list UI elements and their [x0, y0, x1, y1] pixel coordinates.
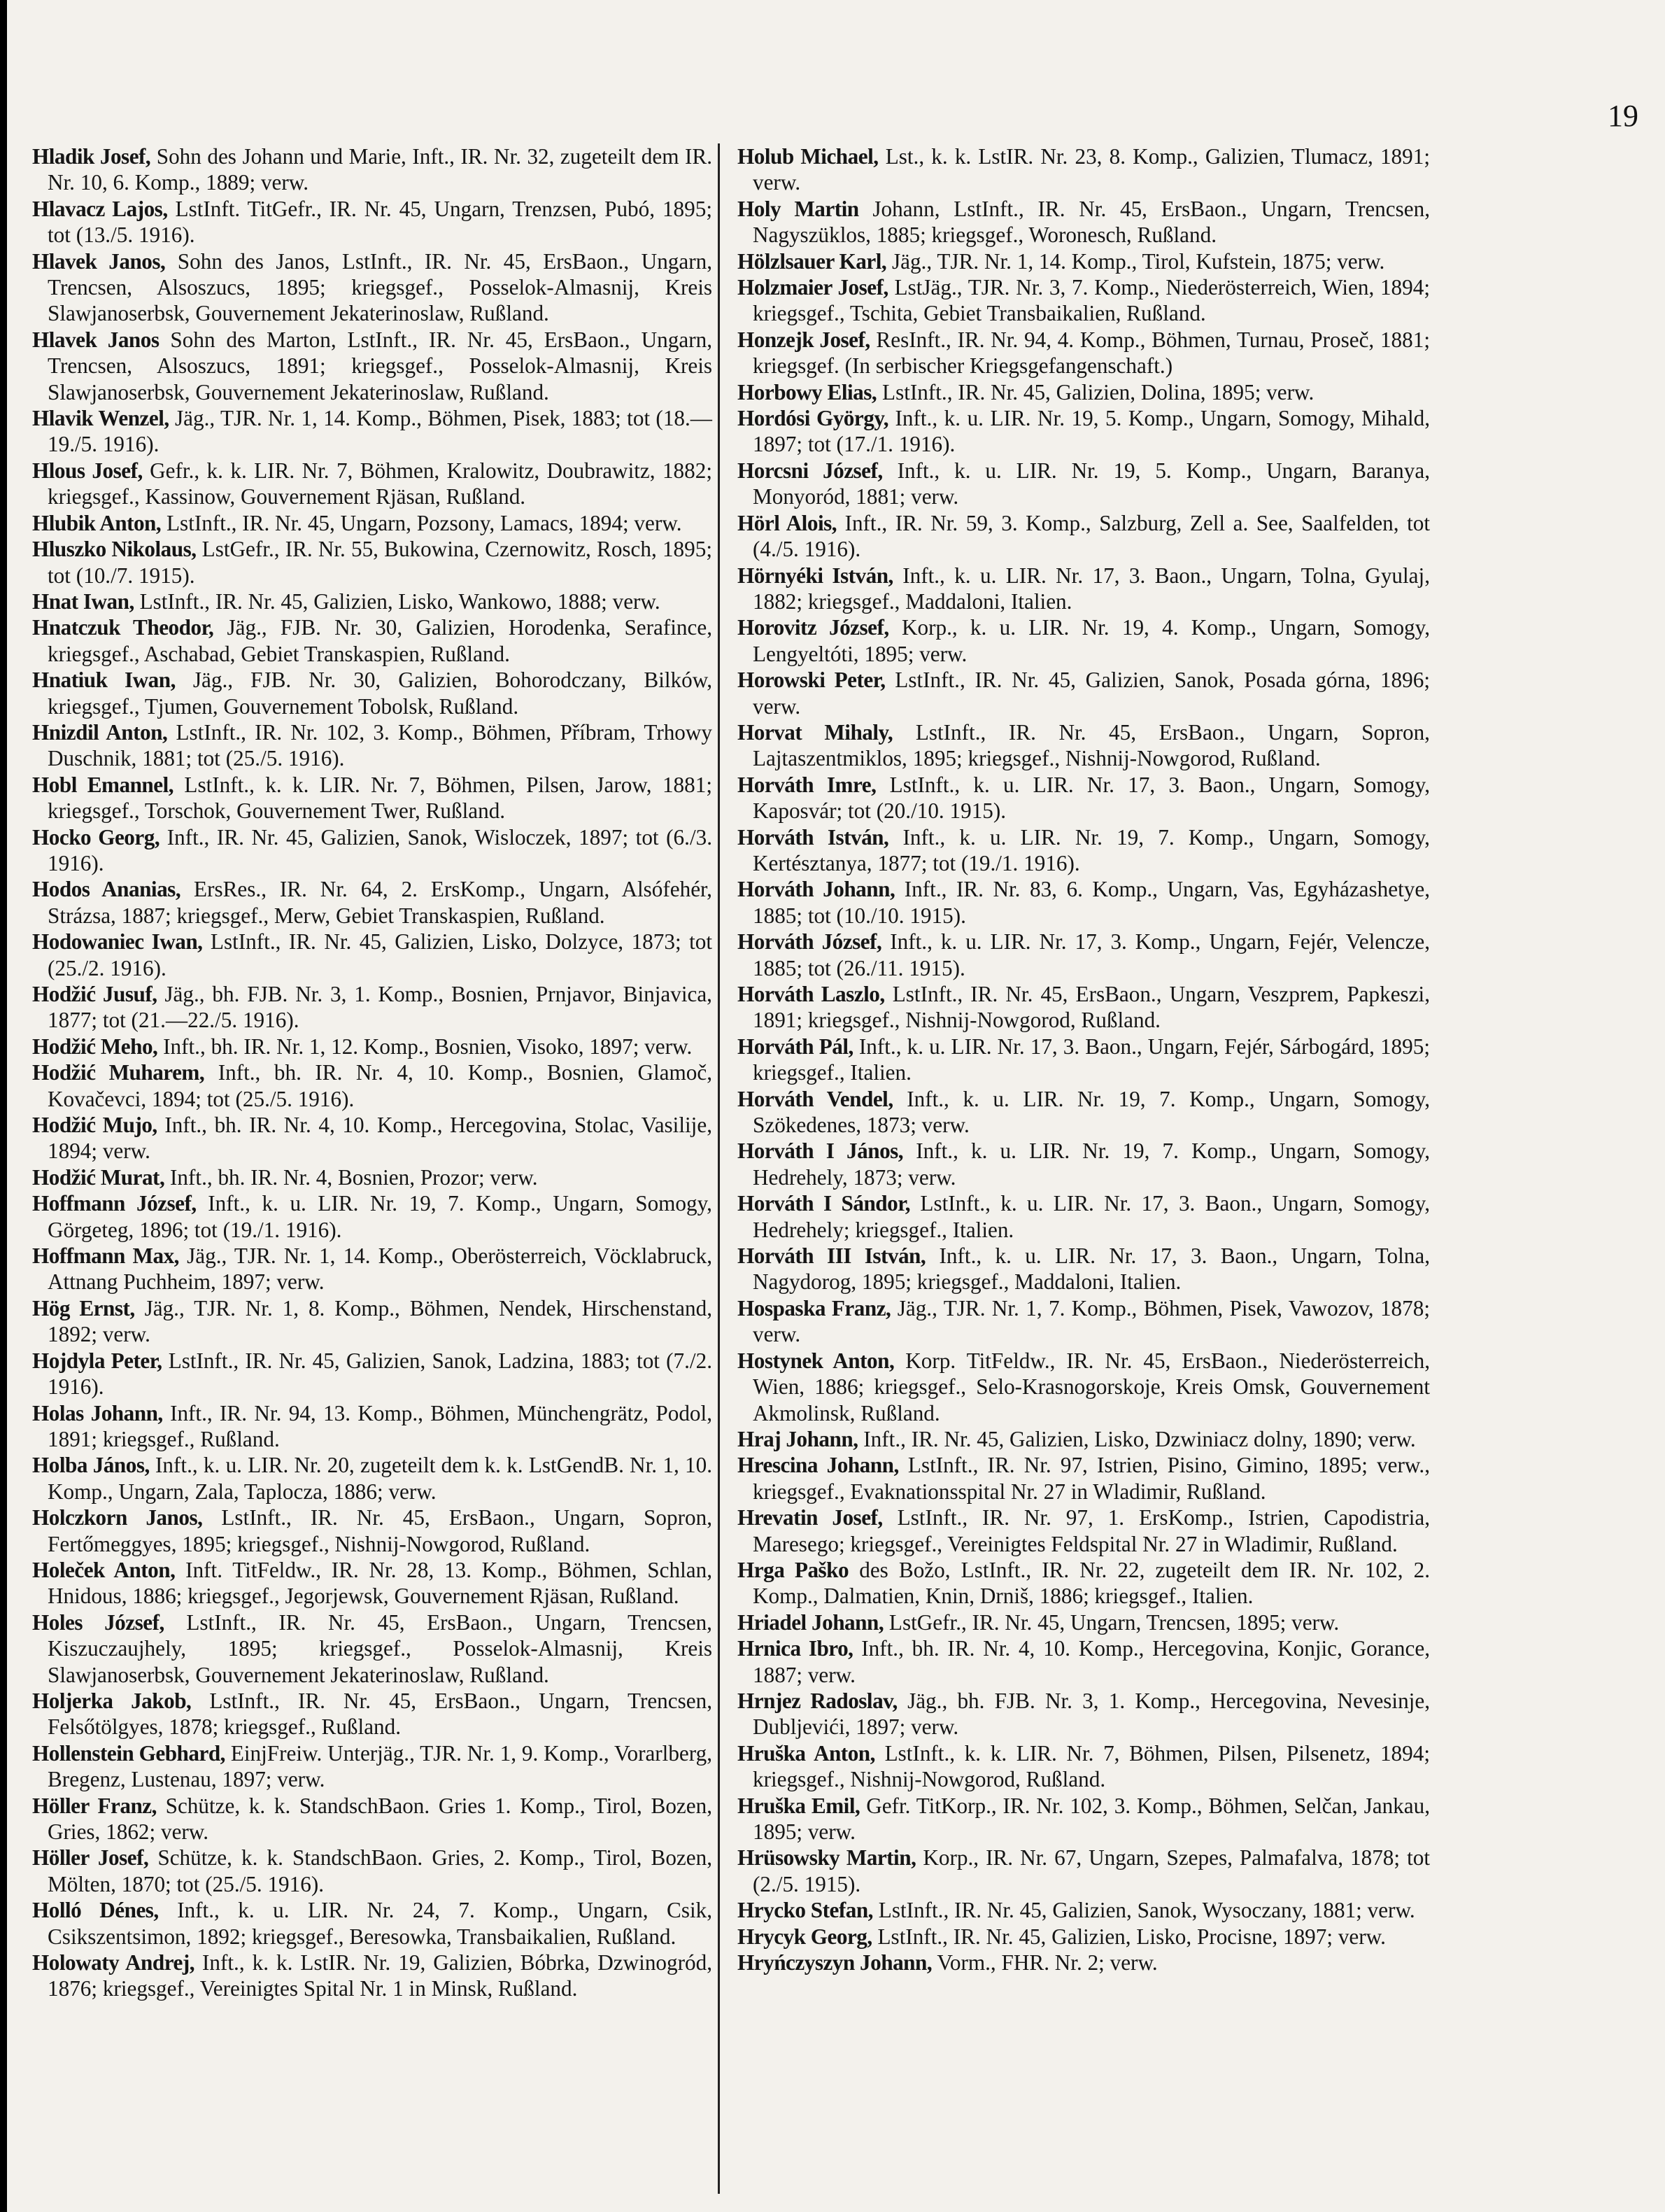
- entry-details: LstInft., k. k. LIR. Nr. 7, Böhmen, Pilsen, Pilsenetz, 1894; kriegsgef., Nishnij-Nowgorod, Rußland.: [753, 1740, 1430, 1792]
- entry-name: Holjerka Jakob,: [32, 1688, 192, 1713]
- list-entry: [32, 1452, 712, 1505]
- entry-name: Hlavek Janos: [32, 327, 160, 352]
- entry-name: Hodžić Murat,: [32, 1164, 165, 1190]
- entry-details: Gefr., k. k. LIR. Nr. 7, Böhmen, Kralowitz, Doubrawitz, 1882; kriegsgef., Kassinow, Gouvernement Rjäsan, Rußland.: [48, 458, 712, 509]
- list-entry: [737, 327, 1430, 379]
- page-number: 19: [1608, 99, 1638, 133]
- list-entry: [32, 824, 712, 877]
- entry-details: Inft., IR. Nr. 59, 3. Komp., Salzburg, Zell a. See, Saalfelden, tot (4./5. 1916).: [753, 510, 1430, 562]
- entry-details: Inft., k. u. LIR. Nr. 19, 5. Komp., Ungarn, Baranya, Monyoród, 1881; verw.: [753, 458, 1430, 509]
- list-entry: [737, 1635, 1430, 1688]
- entry-name: Hrescina Johann,: [737, 1453, 899, 1478]
- entry-name: Hojdyla Peter,: [32, 1348, 162, 1373]
- entry-details: LstInft., IR. Nr. 97, 1. ErsKomp., Istrien, Capodistria, Maresego; kriegsgef., Vereinigtes Feldspital Nr. 27 in Wladimir, Rußland.: [753, 1505, 1430, 1556]
- list-entry: [737, 1190, 1430, 1243]
- entry-name: Hnat Iwan,: [32, 589, 134, 614]
- list-entry: [32, 589, 712, 614]
- entry-name: Hlavacz Lajos,: [32, 196, 168, 221]
- entry-name: Horváth István,: [737, 824, 889, 850]
- list-entry: [737, 876, 1430, 929]
- entry-details: Inft., k. u. LIR. Nr. 19, 5. Komp., Ungarn, Somogy, Mihald, 1897; tot (17./1. 1916).: [753, 406, 1430, 457]
- list-entry: [737, 1452, 1430, 1505]
- entry-name: Horváth József,: [737, 929, 882, 954]
- list-entry: [737, 1034, 1430, 1086]
- entry-details: Jäg., FJB. Nr. 30, Galizien, Horodenka, Serafince, kriegsgef., Aschabad, Gebiet Transkaspien, Rußland.: [48, 615, 712, 666]
- entry-details: LstInft., IR. Nr. 45, Galizien, Sanok, Wysoczany, 1881; verw.: [872, 1898, 1415, 1923]
- entry-details: Inft., k. k. LstIR. Nr. 19, Galizien, Bóbrka, Dzwinogród, 1876; kriegsgef., Vereinigtes Spital Nr. 1 in Minsk, Rußland.: [48, 1950, 712, 2001]
- entry-details: Vorm., FHR. Nr. 2; verw.: [932, 1950, 1158, 1975]
- entry-details: Schütze, k. k. StandschBaon. Gries 1. Komp., Tirol, Bozen, Gries, 1862; verw.: [48, 1793, 712, 1844]
- entry-name: Hospaska Franz,: [737, 1295, 891, 1320]
- entry-name: Hnatiuk Iwan,: [32, 668, 176, 693]
- entry-details: LstInft., IR. Nr. 45, ErsBaon., Ungarn, Sopron, Fertőmeggyes, 1895; kriegsgef., Nishnij-Nowgorod, Rußland.: [48, 1505, 712, 1556]
- entry-name: Hlavek Janos,: [32, 248, 166, 274]
- entry-name: Hodos Ananias,: [32, 877, 181, 902]
- entry-name: Hostynek Anton,: [737, 1348, 895, 1373]
- entry-name: Hodžić Jusuf,: [32, 982, 157, 1006]
- entry-name: Hrycko Stefan,: [737, 1898, 873, 1923]
- entry-details: Inft., k. u. LIR. Nr. 19, 7. Komp., Ungarn, Somogy, Görgeteg, 1896; tot (19./1. 1916).: [48, 1191, 712, 1242]
- entry-name: Holowaty Andrej,: [32, 1950, 195, 1975]
- entry-name: Hoffmann József,: [32, 1191, 197, 1216]
- list-entry: [32, 772, 712, 824]
- entry-name: Hrnjez Radoslav,: [737, 1688, 898, 1713]
- entry-details: Inft., bh. IR. Nr. 4, 10. Komp., Bosnien, Glamoč, Kovačevci, 1894; tot (25./5. 1916).: [48, 1060, 713, 1111]
- list-entry: [737, 614, 1430, 667]
- entry-details: LstInft., IR. Nr. 45, ErsBaon., Ungarn, Veszprem, Papkeszi, 1891; kriegsgef., Nishnij-Nowgorod, Rußland.: [753, 982, 1430, 1033]
- entry-name: Hölzlsauer Karl,: [737, 248, 887, 274]
- entry-name: Hraj Johann,: [737, 1426, 858, 1451]
- entry-details: Inft., k. u. LIR. Nr. 17, 3. Komp., Ungarn, Fejér, Velencze, 1885; tot (26./11. 1915).: [753, 929, 1430, 980]
- entry-details: Inft., IR. Nr. 45, Galizien, Lisko, Dzwiniacz dolny, 1890; verw.: [858, 1426, 1416, 1451]
- entry-name: Hryńczyszyn Johann,: [737, 1950, 933, 1975]
- entry-details: Korp., k. u. LIR. Nr. 19, 4. Komp., Ungarn, Somogy, Lengyeltóti, 1895; verw.: [753, 615, 1430, 666]
- entry-details: Korp., IR. Nr. 67, Ungarn, Szepes, Palmafalva, 1878; tot (2./5. 1915).: [753, 1845, 1430, 1896]
- list-entry: [32, 1295, 712, 1348]
- list-entry: [737, 274, 1430, 327]
- entry-name: Horbowy Elias,: [737, 379, 877, 404]
- entry-name: Hodžić Meho,: [32, 1034, 158, 1059]
- entry-name: Hrüsowsky Martin,: [737, 1845, 916, 1871]
- list-entry: [32, 1609, 712, 1688]
- entry-name: Hlous Josef,: [32, 458, 143, 483]
- entry-details: LstInft., IR. Nr. 45, Galizien, Lisko, Wankowo, 1888; verw.: [134, 589, 660, 614]
- entry-name: Holló Dénes,: [32, 1898, 159, 1923]
- entry-details: LstInft., IR. Nr. 45, Galizien, Lisko, Procisne, 1897; verw.: [872, 1924, 1386, 1949]
- left-column: [32, 143, 712, 2002]
- entry-details: LstGefr., IR. Nr. 55, Bukowina, Czernowitz, Rosch, 1895; tot (10./7. 1915).: [48, 537, 712, 588]
- entry-details: Inft., k. u. LIR. Nr. 24, 7. Komp., Ungarn, Csik, Csikszentsimon, 1892; kriegsgef., Beresowka, Transbaikalien, Rußland.: [48, 1898, 713, 1949]
- list-entry: [32, 981, 712, 1034]
- list-entry: [32, 510, 712, 536]
- list-entry: [32, 1793, 712, 1845]
- entry-name: Hlavik Wenzel,: [32, 406, 169, 431]
- entry-details: LstInft., IR. Nr. 45, ErsBaon., Ungarn, Trencsen, Felsőtölgyes, 1878; kriegsgef., Rußland.: [48, 1688, 712, 1740]
- entry-name: Höller Josef,: [32, 1845, 149, 1871]
- entry-details: Jäg., TJR. Nr. 1, 14. Komp., Tirol, Kufstein, 1875; verw.: [886, 248, 1385, 274]
- list-entry: [32, 1400, 712, 1453]
- document-page: [7, 0, 1665, 2212]
- entry-details: Inft., bh. IR. Nr. 4, Bosnien, Prozor; verw.: [164, 1164, 538, 1190]
- entry-details: EinjFreiw. Unterjäg., TJR. Nr. 1, 9. Komp., Vorarlberg, Bregenz, Lustenau, 1897; verw.: [48, 1740, 712, 1792]
- entry-details: Jäg., TJR. Nr. 1, 14. Komp., Oberösterreich, Vöcklabruck, Attnang Puchheim, 1897; verw.: [48, 1244, 712, 1295]
- entry-details: Inft., k. u. LIR. Nr. 17, 3. Baon., Ungarn, Fejér, Sárbogárd, 1895; kriegsgef., Italien.: [753, 1034, 1430, 1085]
- entry-name: Horvat Mihaly,: [737, 719, 893, 745]
- entry-name: Horowski Peter,: [737, 668, 886, 693]
- entry-name: Horcsni József,: [737, 458, 883, 483]
- entry-details: Korp. TitFeldw., IR. Nr. 45, ErsBaon., Niederösterreich, Wien, 1886; kriegsgef., Selo-Krasnogorskoje, Kreis Omsk, Gouvernement Akmolinsk, Rußland.: [753, 1348, 1430, 1425]
- entry-details: Inft., k. u. LIR. Nr. 19, 7. Komp., Ungarn, Somogy, Hedrehely, 1873; verw.: [753, 1139, 1430, 1190]
- list-entry: [32, 876, 712, 929]
- entry-details: LstInft., IR. Nr. 45, Ungarn, Pozsony, Lamacs, 1894; verw.: [161, 510, 682, 535]
- list-entry: [737, 248, 1430, 274]
- list-entry: [32, 929, 712, 981]
- list-entry: [32, 667, 712, 719]
- entry-name: Horváth I Sándor,: [737, 1191, 911, 1216]
- entry-name: Hrycyk Georg,: [737, 1924, 872, 1949]
- list-entry: [32, 536, 712, 589]
- list-entry: [32, 1243, 712, 1295]
- entry-name: Hruška Anton,: [737, 1740, 875, 1766]
- list-entry: [737, 1086, 1430, 1139]
- entry-name: Hlubik Anton,: [32, 510, 162, 535]
- list-entry: [737, 1924, 1430, 1950]
- list-entry: [32, 248, 712, 327]
- entry-name: Hordósi György,: [737, 406, 889, 431]
- list-entry: [737, 1138, 1430, 1190]
- list-entry: [32, 1164, 712, 1190]
- entry-details: Inft., IR. Nr. 45, Galizien, Sanok, Wisloczek, 1897; tot (6./3. 1916).: [48, 824, 712, 875]
- list-entry: [737, 772, 1430, 824]
- entry-name: Hodowaniec Iwan,: [32, 929, 203, 954]
- entry-details: Jäg., TJR. Nr. 1, 8. Komp., Böhmen, Nendek, Hirschenstand, 1892; verw.: [48, 1295, 712, 1347]
- entry-details: LstInft., IR. Nr. 45, ErsBaon., Ungarn, Sopron, Lajtaszentmiklos, 1895; kriegsgef., Nishnij-Nowgorod, Rußland.: [753, 719, 1430, 771]
- list-entry: [32, 1557, 712, 1609]
- list-entry: [32, 405, 712, 458]
- entry-details: Jäg., FJB. Nr. 30, Galizien, Bohorodczany, Bilków, kriegsgef., Tjumen, Gouvernement Tobolsk, Rußland.: [48, 668, 712, 719]
- entry-name: Holub Michael,: [737, 144, 879, 169]
- list-entry: [32, 719, 712, 772]
- list-entry: [32, 327, 712, 405]
- list-entry: [32, 1845, 712, 1897]
- entry-details: Inft., k. u. LIR. Nr. 20, zugeteilt dem k. k. LstGendB. Nr. 1, 10. Komp., Ungarn, Zala, Taplocza, 1886; verw.: [48, 1453, 712, 1504]
- list-entry: [737, 929, 1430, 981]
- list-entry: [737, 667, 1430, 719]
- entry-details: LstInft., IR. Nr. 45, Galizien, Dolina, 1895; verw.: [877, 379, 1315, 404]
- entry-name: Hrga Paško: [737, 1557, 849, 1582]
- entry-name: Hluszko Nikolaus,: [32, 537, 197, 562]
- entry-name: Hocko Georg,: [32, 824, 160, 850]
- list-entry: [32, 1740, 712, 1793]
- list-entry: [737, 1557, 1430, 1609]
- entry-details: Inft., k. u. LIR. Nr. 19, 7. Komp., Ungarn, Somogy, Szökedenes, 1873; verw.: [753, 1086, 1430, 1138]
- list-entry: [32, 196, 712, 248]
- entry-details: Inft., IR. Nr. 94, 13. Komp., Böhmen, Münchengrätz, Podol, 1891; kriegsgef., Rußland.: [48, 1400, 712, 1451]
- entry-details: LstInft., IR. Nr. 45, Galizien, Sanok, Posada górna, 1896; verw.: [753, 668, 1430, 719]
- entry-name: Horváth Vendel,: [737, 1086, 893, 1111]
- entry-details: Sohn des Janos, LstInft., IR. Nr. 45, ErsBaon., Ungarn, Trencsen, Alsoszucs, 1895; kriegsgef., Posselok-Almasnij, Kreis Slawjanoserbsk, Gouvernement Jekaterinoslaw, Rußland.: [48, 248, 713, 326]
- entry-details: ResInft., IR. Nr. 94, 4. Komp., Böhmen, Turnau, Proseč, 1881; kriegsgef. (In serbischer Kriegsgefangenschaft.): [753, 327, 1430, 379]
- column-divider: [718, 143, 720, 2194]
- entry-name: Hollenstein Gebhard,: [32, 1740, 225, 1766]
- list-entry: [737, 1793, 1430, 1845]
- entry-details: LstInft., k. u. LIR. Nr. 17, 3. Baon., Ungarn, Somogy, Kaposvár; tot (20./10. 1915).: [753, 772, 1431, 824]
- entry-name: Hög Ernst,: [32, 1295, 135, 1320]
- list-entry: [32, 1688, 712, 1740]
- entry-name: Horváth Imre,: [737, 772, 877, 797]
- list-entry: [737, 1845, 1430, 1897]
- entry-name: Hnatczuk Theodor,: [32, 615, 214, 640]
- list-entry: [737, 458, 1430, 510]
- list-entry: [32, 1505, 712, 1557]
- entry-details: Jäg., bh. FJB. Nr. 3, 1. Komp., Bosnien, Prnjavor, Binjavica, 1877; tot (21.—22./5. 1916).: [48, 982, 712, 1033]
- entry-details: Schütze, k. k. StandschBaon. Gries, 2. Komp., Tirol, Bozen, Mölten, 1870; tot (25./5. 1916).: [48, 1845, 712, 1896]
- entry-name: Hriadel Johann,: [737, 1609, 884, 1635]
- list-entry: [737, 1609, 1430, 1635]
- entry-details: Inft., bh. IR. Nr. 4, 10. Komp., Hercegovina, Stolac, Vasilije, 1894; verw.: [48, 1113, 712, 1164]
- entry-name: Hladik Josef,: [32, 144, 151, 169]
- entry-name: Holba János,: [32, 1453, 150, 1478]
- entry-name: Hoffmann Max,: [32, 1244, 179, 1269]
- list-entry: [737, 1295, 1430, 1348]
- entry-name: Hörl Alois,: [737, 510, 837, 535]
- entry-name: Horváth Laszlo,: [737, 982, 885, 1006]
- entry-name: Horváth III István,: [737, 1244, 926, 1269]
- entry-name: Hruška Emil,: [737, 1793, 860, 1818]
- entry-name: Höller Franz,: [32, 1793, 157, 1818]
- entry-details: LstInft., k. k. LIR. Nr. 7, Böhmen, Pilsen, Jarow, 1881; kriegsgef., Torschok, Gouvernement Twer, Rußland.: [48, 772, 712, 824]
- entry-name: Hobl Emannel,: [32, 772, 174, 797]
- list-entry: [737, 981, 1430, 1034]
- entry-details: Sohn des Marton, LstInft., IR. Nr. 45, ErsBaon., Ungarn, Trencsen, Alsoszucs, 1891; kriegsgef., Posselok-Almasnij, Kreis Slawjanoserbsk, Gouvernement Jekaterinoslaw, Rußland.: [48, 327, 712, 404]
- entry-name: Hodžić Mujo,: [32, 1113, 157, 1138]
- list-entry: [32, 1950, 712, 2002]
- entry-name: Holeček Anton,: [32, 1557, 176, 1582]
- list-entry: [737, 563, 1430, 615]
- list-entry: [737, 196, 1430, 248]
- list-entry: [737, 719, 1430, 772]
- list-entry: [737, 824, 1430, 877]
- list-entry: [32, 1190, 712, 1243]
- entry-name: Holzmaier Josef,: [737, 275, 888, 300]
- entry-name: Horovitz József,: [737, 615, 889, 640]
- entry-name: Holas Johann,: [32, 1400, 163, 1425]
- entry-name: Holes József,: [32, 1609, 164, 1635]
- entry-details: ErsRes., IR. Nr. 64, 2. ErsKomp., Ungarn, Alsófehér, Strázsa, 1887; kriegsgef., Merw, Gebiet Transkaspien, Rußland.: [48, 877, 712, 928]
- entry-details: LstGefr., IR. Nr. 45, Ungarn, Trencsen, 1895; verw.: [884, 1609, 1340, 1635]
- list-entry: [737, 1426, 1430, 1452]
- list-entry: [737, 1505, 1430, 1557]
- entry-name: Hnizdil Anton,: [32, 719, 168, 745]
- entry-details: Inft., k. u. LIR. Nr. 17, 3. Baon., Ungarn, Tolna, Gyulaj, 1882; kriegsgef., Maddaloni, Italien.: [753, 563, 1430, 614]
- list-entry: [737, 1740, 1430, 1793]
- list-entry: [32, 1034, 712, 1059]
- list-entry: [32, 458, 712, 510]
- entry-details: Gefr. TitKorp., IR. Nr. 102, 3. Komp., Böhmen, Selčan, Jankau, 1895; verw.: [753, 1793, 1430, 1844]
- list-entry: [32, 1112, 712, 1164]
- entry-name: Holy Martin: [737, 196, 859, 221]
- entry-details: LstInft. TitGefr., IR. Nr. 45, Ungarn, Trenzsen, Pubó, 1895; tot (13./5. 1916).: [48, 196, 712, 248]
- entry-name: Horváth I János,: [737, 1139, 904, 1164]
- entry-details: Inft. TitFeldw., IR. Nr. 28, 13. Komp., Böhmen, Schlan, Hnidous, 1886; kriegsgef., Jegorjewsk, Gouvernement Rjäsan, Rußland.: [48, 1557, 712, 1609]
- list-entry: [737, 1950, 1430, 1975]
- entry-details: Inft., IR. Nr. 83, 6. Komp., Ungarn, Vas, Egyházashetye, 1885; tot (10./10. 1915).: [753, 877, 1430, 928]
- entry-details: LstInft., k. u. LIR. Nr. 17, 3. Baon., Ungarn, Somogy, Hedrehely; kriegsgef., Italien.: [753, 1191, 1430, 1242]
- entry-name: Honzejk Josef,: [737, 327, 870, 352]
- entry-name: Horváth Johann,: [737, 877, 895, 902]
- list-entry: [737, 1688, 1430, 1740]
- right-column: [737, 143, 1430, 1975]
- entry-details: Inft., k. u. LIR. Nr. 19, 7. Komp., Ungarn, Somogy, Kertésztanya, 1877; tot (19./1. 1916).: [753, 824, 1430, 875]
- entry-details: LstInft., IR. Nr. 45, Galizien, Lisko, Dolzyce, 1873; tot (25./2. 1916).: [48, 929, 712, 980]
- list-entry: [32, 1348, 712, 1400]
- entry-details: LstInft., IR. Nr. 45, Galizien, Sanok, Ladzina, 1883; tot (7./2. 1916).: [48, 1348, 712, 1400]
- entry-details: LstJäg., TJR. Nr. 3, 7. Komp., Niederösterreich, Wien, 1894; kriegsgef., Tschita, Gebiet Transbaikalien, Rußland.: [753, 275, 1430, 326]
- entry-details: LstInft., IR. Nr. 97, Istrien, Pisino, Gimino, 1895; verw., kriegsgef., Evaknationsspital Nr. 27 in Wladimir, Rußland.: [753, 1453, 1430, 1504]
- entry-details: LstInft., IR. Nr. 45, ErsBaon., Ungarn, Trencsen, Kiszuczaujhely, 1895; kriegsgef., Posselok-Almasnij, Kreis Slawjanoserbsk, Gouvernement Jekaterinoslaw, Rußland.: [48, 1609, 712, 1687]
- entry-details: Jäg., bh. FJB. Nr. 3, 1. Komp., Hercegovina, Nevesinje, Dubljevići, 1897; verw.: [753, 1688, 1430, 1740]
- list-entry: [737, 1243, 1430, 1295]
- entry-name: Hrevatin Josef,: [737, 1505, 883, 1530]
- list-entry: [32, 143, 712, 196]
- list-entry: [737, 510, 1430, 563]
- entry-details: Jäg., TJR. Nr. 1, 14. Komp., Böhmen, Pisek, 1883; tot (18.—19./5. 1916).: [48, 406, 712, 457]
- list-entry: [737, 143, 1430, 196]
- entry-name: Hodžić Muharem,: [32, 1060, 205, 1085]
- list-entry: [737, 379, 1430, 405]
- list-entry: [737, 405, 1430, 458]
- entry-details: Lst., k. k. LstIR. Nr. 23, 8. Komp., Galizien, Tlumacz, 1891; verw.: [753, 144, 1430, 195]
- entry-details: LstInft., IR. Nr. 102, 3. Komp., Böhmen, Příbram, Trhowy Duschnik, 1881; tot (25./5. 1916).: [48, 719, 713, 771]
- entry-name: Holczkorn Janos,: [32, 1505, 203, 1530]
- list-entry: [737, 1897, 1430, 1923]
- entry-details: Johann, LstInft., IR. Nr. 45, ErsBaon., Ungarn, Trencsen, Nagyszüklos, 1885; kriegsgef., Woronesch, Rußland.: [753, 196, 1430, 248]
- list-entry: [32, 1059, 712, 1112]
- list-entry: [737, 1348, 1430, 1426]
- entry-details: Inft., bh. IR. Nr. 1, 12. Komp., Bosnien, Visoko, 1897; verw.: [157, 1034, 693, 1059]
- entry-details: Jäg., TJR. Nr. 1, 7. Komp., Böhmen, Pisek, Vawozov, 1878; verw.: [753, 1295, 1430, 1347]
- entry-name: Horváth Pál,: [737, 1034, 853, 1059]
- list-entry: [32, 1897, 712, 1950]
- entry-details: des Božo, LstInft., IR. Nr. 22, zugeteilt dem IR. Nr. 102, 2. Komp., Dalmatien, Knin, Drniš, 1886; kriegsgef., Italien.: [753, 1557, 1431, 1609]
- entry-name: Hörnyéki István,: [737, 563, 893, 588]
- entry-details: Inft., k. u. LIR. Nr. 17, 3. Baon., Ungarn, Tolna, Nagydorog, 1895; kriegsgef., Maddaloni, Italien.: [753, 1244, 1430, 1295]
- list-entry: [32, 614, 712, 667]
- entry-details: Sohn des Johann und Marie, Inft., IR. Nr. 32, zugeteilt dem IR. Nr. 10, 6. Komp., 1889; verw.: [48, 144, 712, 195]
- entry-details: Inft., bh. IR. Nr. 4, 10. Komp., Hercegovina, Konjic, Gorance, 1887; verw.: [753, 1636, 1430, 1687]
- entry-name: Hrnica Ibro,: [737, 1636, 853, 1661]
